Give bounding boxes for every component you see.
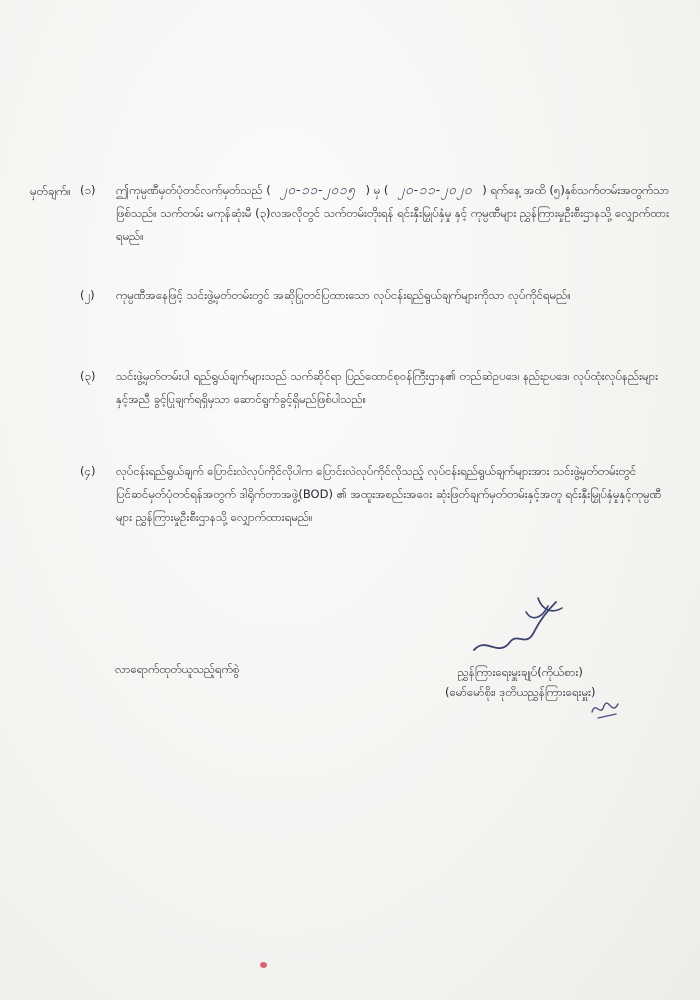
handwritten-start-date: ၂၀-၁၁-၂၀၁၅: [280, 183, 356, 198]
paragraph-text: လုပ်ငန်းရည်ရွယ်ချက် ပြောင်းလဲလုပ်ကိုင်လိုပါက ပြောင်းလဲလုပ်ကိုင်လိုသည့် လုပ်ငန်းရည်ရွယ်ချက်များအား သင်းဖွဲ့မှတ်တမ်းတွင် ပြင်ဆင်မှတ်ပုံတင်ရန်အတွက် ဒါရိုက်တာအဖွဲ့(BOD) ၏ အထူးအစည်းအဝေး ဆုံးဖြတ်ချက်မှတ်တမ်းနှင့်အတူ ရင်းနှီးမြှုပ်နှံမှုနှင့်ကုမ္ပဏီများ ညွှန်ကြားမှုဦးစီးဌာနသို့ လျှောက်ထားရမည်။: [116, 464, 662, 524]
validity-tail-text: ) ရက်နေ့: [482, 183, 521, 197]
paragraph-number: (၂): [80, 288, 95, 302]
paragraph-text: ကုမ္ပဏီအနေဖြင့် သင်းဖွဲ့မှတ်တမ်းတွင် အဆိုပြုတင်ပြထားသော လုပ်ငန်းရည်ရွယ်ချက်များကိုသာ လုပ်ကိုင်ရမည်။: [116, 288, 571, 302]
signatory-title: ညွှန်ကြားရေးမှူးချုပ်(ကိုယ်စား): [457, 665, 583, 679]
handwritten-end-date: ၂၀-၁၁-၂၀၂၀: [398, 183, 473, 198]
note-paragraph-2: [80, 284, 670, 307]
validity-mid-text: ) မှ (: [365, 183, 389, 197]
paragraph-number: (၁): [80, 183, 96, 197]
paragraph-number: (၃): [80, 369, 96, 383]
validity-lead-text: ဤကုမ္ပဏီမှတ်ပုံတင်လက်မှတ်သည် (: [116, 183, 271, 197]
initials-icon: [588, 692, 624, 722]
note-paragraph-1: [80, 179, 670, 248]
signature-icon: [468, 592, 568, 662]
collection-date-label: လာရောက်ထုတ်ယူသည့်ရက်စွဲ: [115, 662, 240, 676]
validity-rest-text: အထိ (၅)နှစ်သက်တမ်းအတွက်သာ ဖြစ်သည်။ သက်တမ်း မကုန်ဆုံးမီ (၃)လအလိုတွင် သက်တမ်းတိုးရန် ရင်းနှီးမြှုပ်နှံမှု နှင့် ကုမ္ပဏီများ ညွှန်ကြားမှုဦးစီးဌာနသို့ လျှောက်ထားရမည်။: [116, 183, 670, 243]
signature-block: [445, 662, 595, 702]
paragraph-text: သင်းဖွဲ့မှတ်တမ်းပါ ရည်ရွယ်ချက်များသည် သက်ဆိုင်ရာ ပြည်ထောင်စုဝန်ကြီးဌာန၏ တည်ဆဲဥပဒေ၊ နည်းဥပဒေ၊ လုပ်ထုံးလုပ်နည်းများနှင့်အညီ ခွင့်ပြုချက်ရရှိမှသာ ဆောင်ရွက်ခွင့်ရှိမည်ဖြစ်ပါသည်။: [116, 369, 659, 406]
note-label: မှတ်ချက်။: [30, 184, 71, 198]
note-paragraph-4: [80, 460, 670, 529]
note-paragraph-3: [80, 365, 670, 411]
ink-smudge: [260, 962, 267, 968]
paragraph-number: (၄): [80, 464, 96, 478]
signatory-name: (မော်မော်စိုး၊ ဒုတိယညွှန်ကြားရေးမှူး): [445, 685, 596, 699]
